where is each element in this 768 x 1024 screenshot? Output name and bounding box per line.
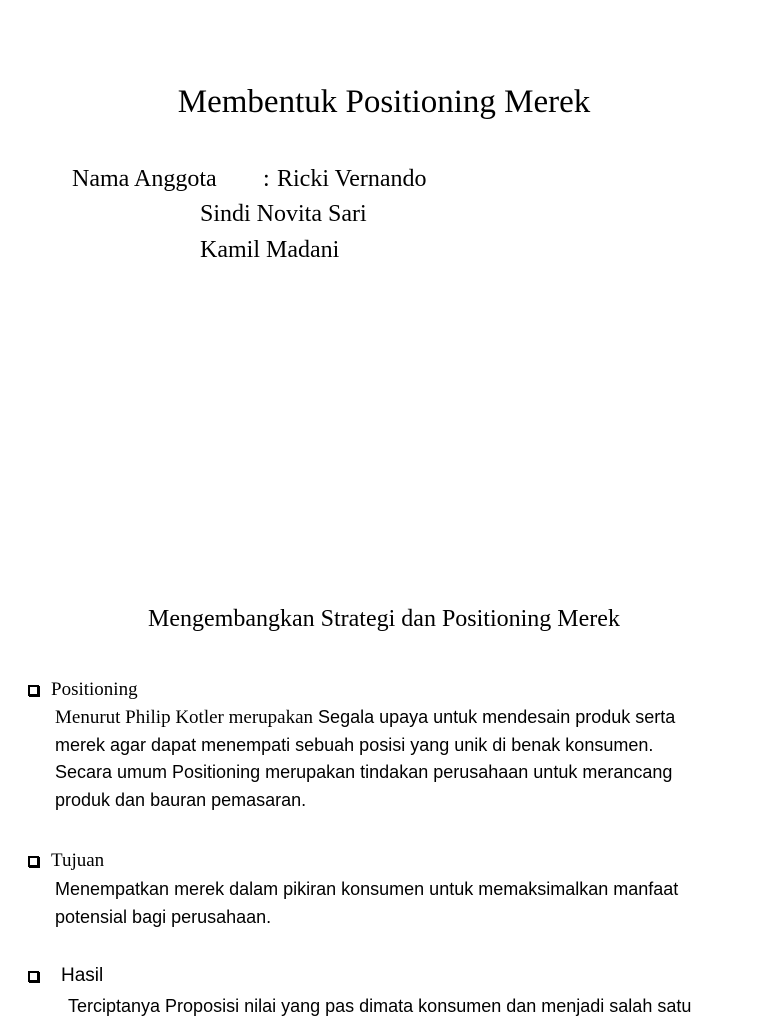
body-line: merek agar dapat menempati sebuah posisi yang unik di benak konsumen. (55, 734, 654, 755)
section-heading-positioning (28, 678, 138, 702)
body-line: Menempatkan merek dalam pikiran konsumen untuk memaksimalkan manfaat (55, 879, 679, 899)
section-body-positioning (55, 704, 755, 814)
body-line-text: Segala upaya untuk mendesain produk serta (318, 707, 676, 727)
section-heading-hasil (28, 964, 103, 988)
checkbox-icon (28, 856, 39, 867)
body-line: potensial bagi perusahaan. (55, 906, 272, 927)
slide-2 (0, 576, 768, 1024)
section-body-hasil (68, 993, 768, 1021)
body-line: produk dan bauran pemasaran. (55, 789, 307, 810)
members-label: Nama Anggota (72, 166, 217, 192)
section-body-tujuan (55, 876, 755, 931)
checkbox-icon (28, 685, 39, 696)
section-heading-text: Tujuan (51, 850, 105, 871)
body-lead-text: Menurut Philip Kotler merupakan (55, 707, 314, 728)
member-name: Kamil Madani (200, 237, 340, 263)
body-line: Secara umum Positioning merupakan tindakan perusahaan untuk merancang (55, 762, 673, 782)
member-name: Ricki Vernando (277, 166, 427, 192)
slide-title: Membentuk Positioning Merek (177, 84, 591, 120)
members-colon: : (263, 166, 270, 192)
section-heading-text: Hasil (61, 965, 104, 986)
body-line (55, 704, 755, 732)
member-name: Sindi Novita Sari (200, 201, 367, 227)
slide-title: Mengembangkan Strategi dan Positioning Merek (148, 606, 620, 632)
section-heading-tujuan (28, 849, 104, 873)
body-line: Terciptanya Proposisi nilai yang pas dimata konsumen dan menjadi salah satu (68, 996, 692, 1016)
section-heading-text: Positioning (51, 679, 138, 700)
checkbox-icon (28, 971, 39, 982)
